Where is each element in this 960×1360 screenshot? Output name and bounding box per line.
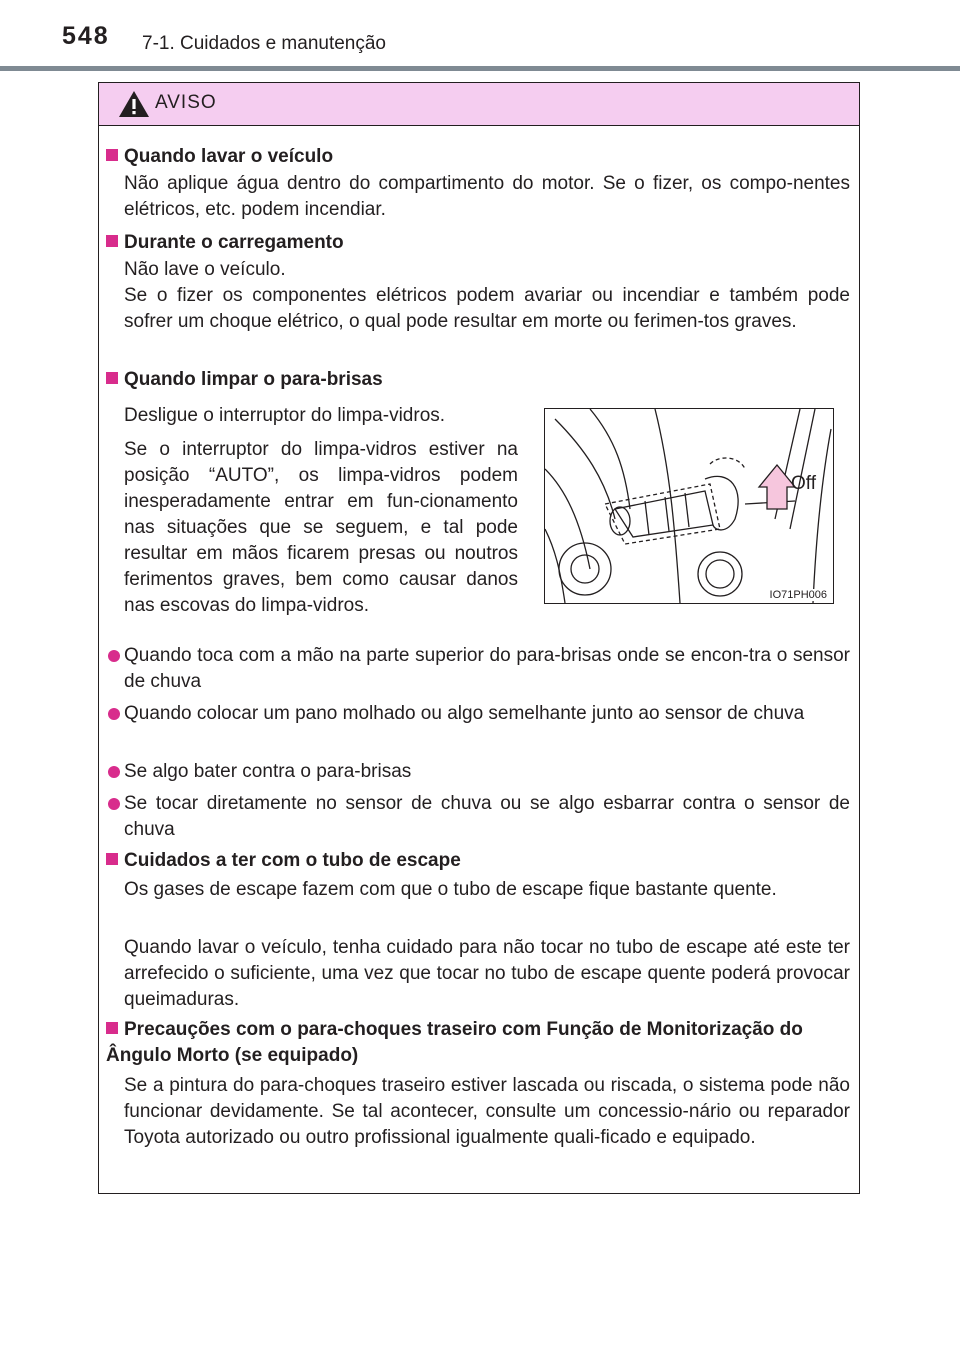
warning-label: AVISO — [155, 92, 217, 113]
off-callout: Off — [791, 473, 816, 494]
square-bullet-icon — [106, 235, 118, 247]
list-item: Se tocar diretamente no sensor de chuva ou se algo esbarrar contra o sensor de chuva — [106, 791, 850, 843]
paragraph: Se a pintura do para-choques traseiro estiver lascada ou riscada, o sistema pode não funcionar devidamente. Se tal acontecer, consulte um concessio-nário ou reparador Toyota autorizado ou outro profissional igualmente quali-ficado e equipado. — [124, 1075, 850, 1148]
square-bullet-icon — [106, 372, 118, 384]
header-rule — [0, 66, 960, 71]
paragraph: Se o fizer os componentes elétricos podem avariar ou incendiar e também pode sofrer um choque elétrico, o qual pode resultar em morte ou ferimen-tos graves. — [124, 285, 850, 332]
round-bullet-icon — [108, 650, 120, 662]
paragraph: Quando lavar o veículo, tenha cuidado para não tocar no tubo de escape até este ter arrefecido o suficiente, uma vez que tocar no tubo de escape quente poderá provocar queimaduras. — [124, 937, 850, 1010]
paragraph: Não aplique água dentro do compartimento do motor. Se o fizer, os compo-nentes elétricos, etc. podem incendiar. — [124, 173, 850, 220]
list-item: Se algo bater contra o para-brisas — [106, 759, 850, 785]
warning-triangle-icon — [117, 89, 151, 119]
section-heading: Quando limpar o para-brisas — [106, 367, 383, 393]
section-heading: Cuidados a ter com o tubo de escape — [106, 848, 461, 874]
paragraph: Desligue o interruptor do limpa-vidros. — [124, 405, 446, 426]
section-heading: Precauções com o para-choques traseiro com Função de Monitorização do Ângulo Morto (se equipado) — [106, 1019, 803, 1066]
paragraph: Não lave o veículo. — [124, 259, 286, 280]
round-bullet-icon — [108, 766, 120, 778]
paragraph: Se o interruptor do limpa-vidros estiver na posição “AUTO”, os limpa-vidros podem inesperadamente entrar em fun-cionamento nas situações que se seguem, e tal pode resultar em mãos ficarem presas ou noutros ferimentos graves, bem como causar danos nas escovas do limpa-vidros. — [124, 439, 518, 616]
section-heading: Durante o carregamento — [106, 230, 344, 256]
figure-code: IO71PH006 — [769, 589, 827, 601]
warning-header — [99, 83, 859, 126]
round-bullet-icon — [108, 708, 120, 720]
list-item: Quando toca com a mão na parte superior do para-brisas onde se encon-tra o sensor de chuva — [106, 643, 850, 695]
round-bullet-icon — [108, 798, 120, 810]
square-bullet-icon — [106, 1022, 118, 1034]
page-number: 548 — [62, 22, 110, 50]
wiper-switch-illustration — [544, 408, 834, 604]
list-item: Quando colocar um pano molhado ou algo semelhante junto ao sensor de chuva — [106, 701, 850, 727]
paragraph: Os gases de escape fazem com que o tubo de escape fique bastante quente. — [124, 879, 777, 900]
wiper-switch-drawing — [545, 409, 833, 603]
square-bullet-icon — [106, 853, 118, 865]
section-title: 7-1. Cuidados e manutenção — [142, 33, 386, 54]
warning-box — [98, 82, 860, 1194]
section-heading: Quando lavar o veículo — [106, 144, 333, 170]
square-bullet-icon — [106, 149, 118, 161]
